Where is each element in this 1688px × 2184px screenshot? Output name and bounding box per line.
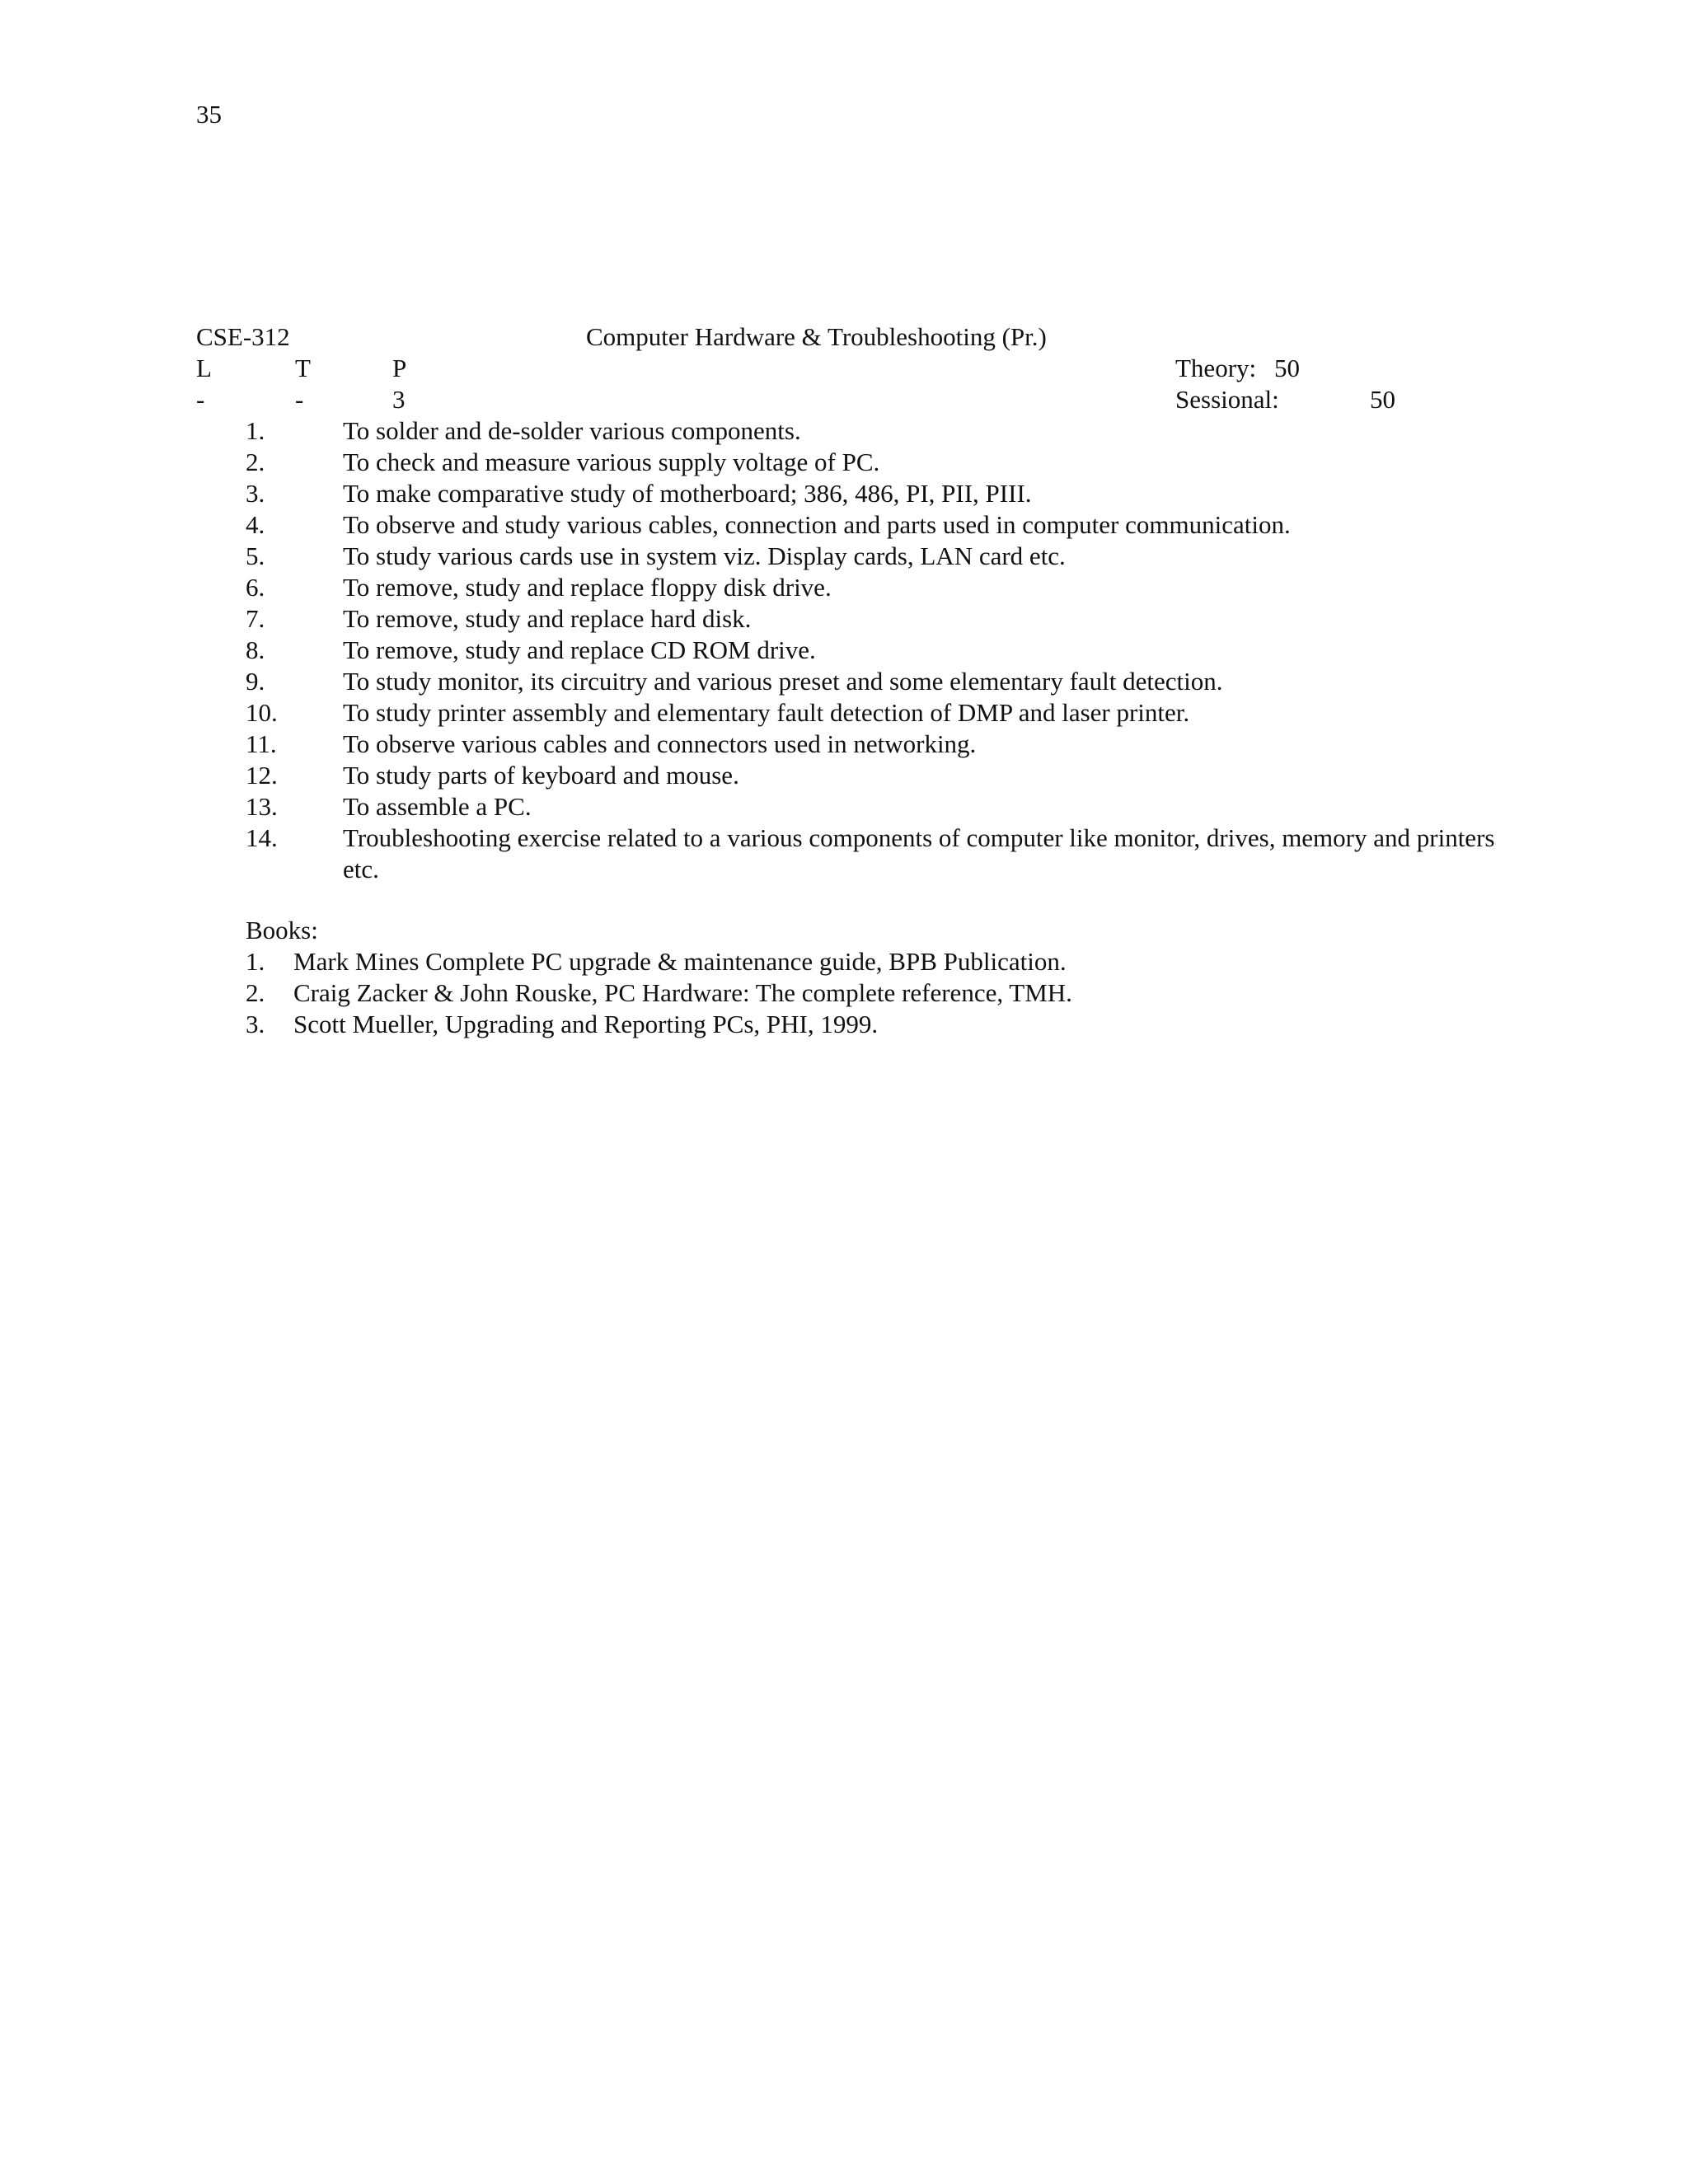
ltp-value-row bbox=[196, 384, 1482, 415]
books-heading: Books: bbox=[246, 916, 318, 944]
book-number: 2. bbox=[246, 978, 265, 1007]
book-text: Scott Mueller, Upgrading and Reporting PCs, PHI, 1999. bbox=[293, 1010, 879, 1038]
item-number: 5. bbox=[246, 541, 265, 570]
item-text: To remove, study and replace floppy disk drive. bbox=[343, 573, 832, 602]
list-item bbox=[246, 760, 1498, 791]
ltp-value-p: 3 bbox=[392, 385, 406, 414]
book-text: Mark Mines Complete PC upgrade & maintenance guide, BPB Publication. bbox=[293, 947, 1067, 976]
ltp-value-l: - bbox=[196, 385, 205, 414]
item-number: 13. bbox=[246, 792, 278, 821]
course-code: CSE-312 bbox=[196, 322, 290, 351]
item-text: Troubleshooting exercise related to a various components of computer like monitor, drives, memory and printers etc. bbox=[343, 823, 1495, 883]
list-item bbox=[246, 415, 1498, 447]
list-item bbox=[246, 509, 1498, 541]
book-item bbox=[246, 1009, 1482, 1040]
book-number: 1. bbox=[246, 947, 265, 976]
book-item bbox=[246, 977, 1482, 1009]
item-text: To study printer assembly and elementary fault detection of DMP and laser printer. bbox=[343, 698, 1190, 727]
sessional-label: Sessional: bbox=[1175, 385, 1279, 414]
ltp-value-t: - bbox=[295, 385, 304, 414]
experiment-list bbox=[246, 415, 1498, 885]
item-number: 8. bbox=[246, 635, 265, 664]
sessional-value: 50 bbox=[1370, 385, 1395, 414]
item-text: To study various cards use in system viz. Display cards, LAN card etc. bbox=[343, 541, 1066, 570]
item-text: To remove, study and replace CD ROM drive. bbox=[343, 635, 816, 664]
list-item bbox=[246, 823, 1498, 885]
theory-value: 50 bbox=[1274, 354, 1300, 382]
item-text: To remove, study and replace hard disk. bbox=[343, 604, 752, 633]
list-item bbox=[246, 697, 1498, 729]
item-text: To study monitor, its circuitry and various preset and some elementary fault detection. bbox=[343, 667, 1223, 696]
item-number: 11. bbox=[246, 729, 277, 758]
list-item bbox=[246, 603, 1498, 635]
item-number: 7. bbox=[246, 604, 265, 633]
book-list bbox=[246, 946, 1482, 1040]
item-text: To check and measure various supply voltage of PC. bbox=[343, 448, 880, 476]
list-item bbox=[246, 447, 1498, 478]
ltp-label-p: P bbox=[392, 354, 407, 382]
item-number: 10. bbox=[246, 698, 278, 727]
book-item bbox=[246, 946, 1482, 977]
item-number: 2. bbox=[246, 448, 265, 476]
list-item bbox=[246, 729, 1498, 760]
course-header bbox=[196, 321, 1482, 415]
book-text: Craig Zacker & John Rouske, PC Hardware: The complete reference, TMH. bbox=[293, 978, 1072, 1007]
list-item bbox=[246, 572, 1498, 603]
course-title-row bbox=[196, 321, 1482, 353]
item-text: To assemble a PC. bbox=[343, 792, 532, 821]
item-number: 1. bbox=[246, 416, 265, 445]
ltp-label-t: T bbox=[295, 354, 311, 382]
item-text: To solder and de-solder various components. bbox=[343, 416, 801, 445]
list-item bbox=[246, 478, 1498, 509]
list-item bbox=[246, 666, 1498, 697]
item-number: 6. bbox=[246, 573, 265, 602]
item-number: 14. bbox=[246, 823, 278, 852]
item-text: To study parts of keyboard and mouse. bbox=[343, 761, 739, 790]
ltp-label-row bbox=[196, 353, 1482, 384]
theory-label: Theory: bbox=[1175, 354, 1257, 382]
item-text: To observe and study various cables, connection and parts used in computer communication. bbox=[343, 510, 1291, 539]
book-number: 3. bbox=[246, 1010, 265, 1038]
item-number: 12. bbox=[246, 761, 278, 790]
course-title: Computer Hardware & Troubleshooting (Pr.) bbox=[586, 322, 1047, 351]
item-number: 9. bbox=[246, 667, 265, 696]
item-text: To observe various cables and connectors used in networking. bbox=[343, 729, 977, 758]
list-item bbox=[246, 635, 1498, 666]
item-text: To make comparative study of motherboard; 386, 486, PI, PII, PIII. bbox=[343, 479, 1032, 508]
ltp-label-l: L bbox=[196, 354, 212, 382]
list-item bbox=[246, 791, 1498, 823]
item-number: 3. bbox=[246, 479, 265, 508]
list-item bbox=[246, 541, 1498, 572]
item-number: 4. bbox=[246, 510, 265, 539]
page-number: 35 bbox=[196, 100, 222, 129]
